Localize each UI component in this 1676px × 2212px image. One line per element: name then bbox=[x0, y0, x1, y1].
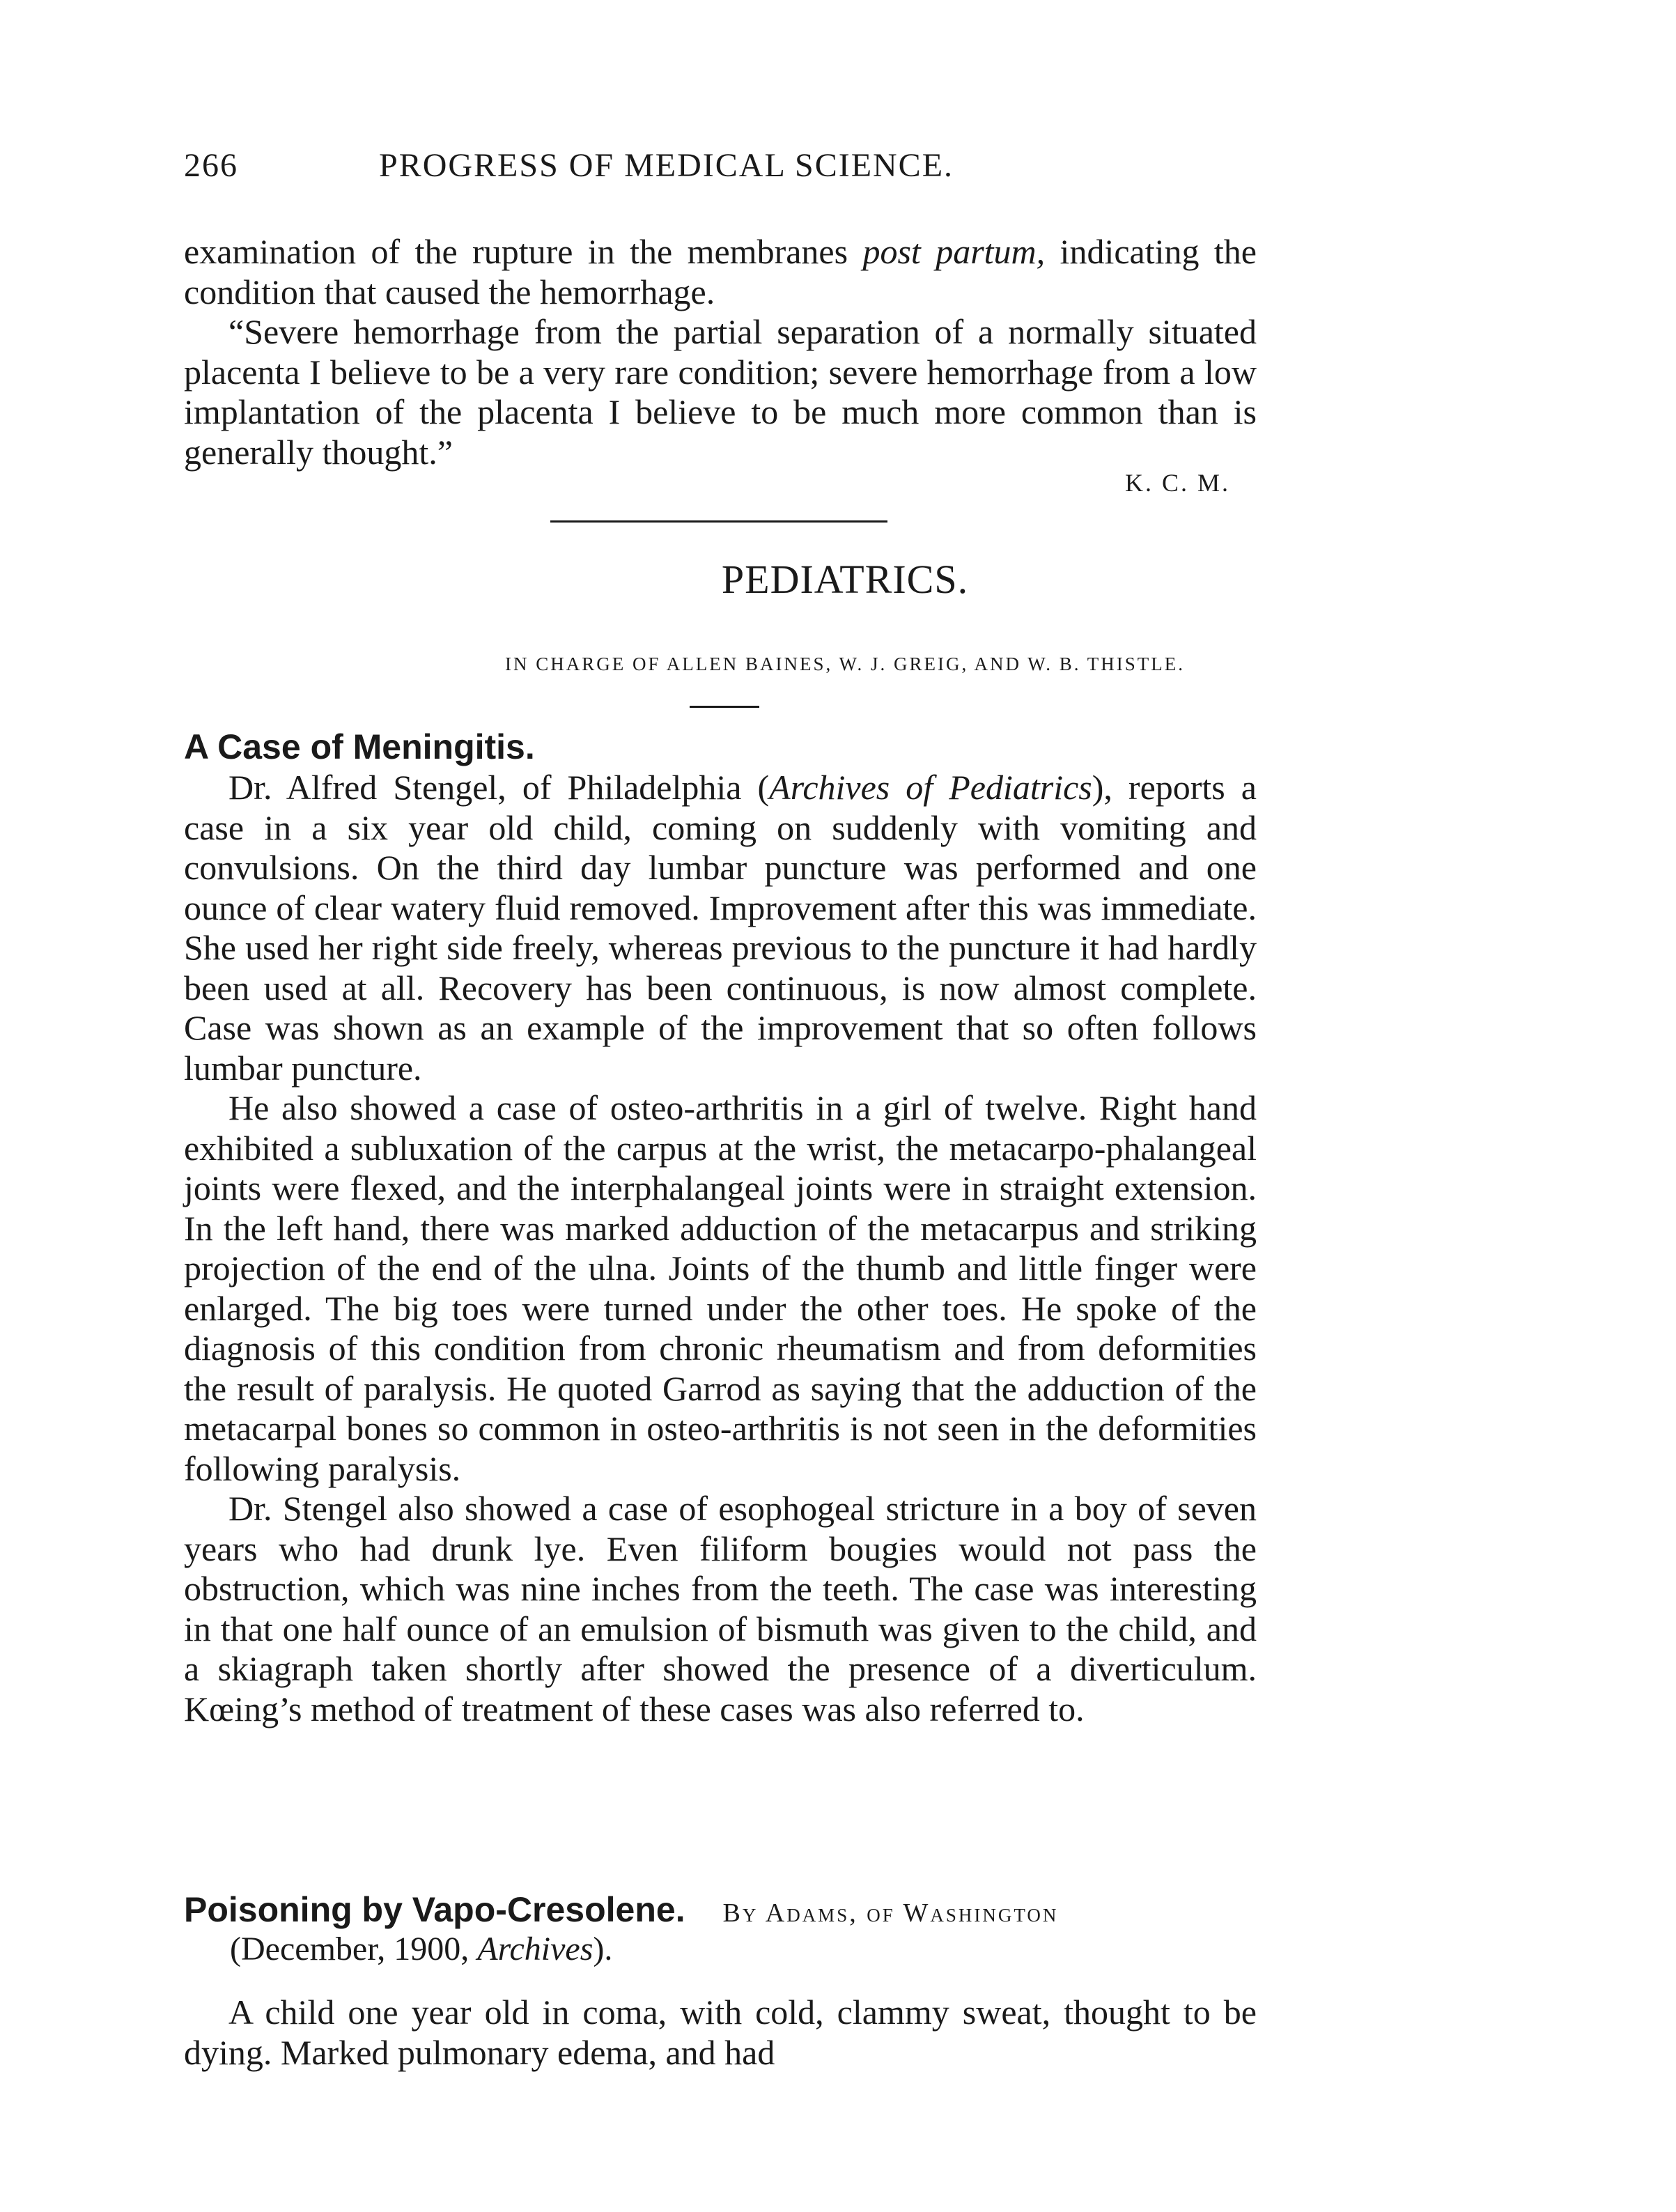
paragraph: Dr. Stengel also showed a case of esophogeal stricture in a boy of seven years who had drunk lye. Even filiform bougies would not pass the obstruction, which was nine inches from the teeth. The case was interesting in that one half ounce of an emulsion of bismuth was given to the child, and a skiagraph taken shortly after showed the presence of a diverticulum. Kœing’s method of treatment of these cases was also referred to. bbox=[184, 1489, 1257, 1728]
journal-title: Archives of Pediatrics bbox=[769, 768, 1092, 807]
section-editors bbox=[0, 653, 1676, 675]
short-divider bbox=[690, 706, 759, 708]
obstetrics-continuation bbox=[184, 232, 1257, 472]
section-title-text: PEDIATRICS. bbox=[721, 557, 969, 602]
meningitis-article bbox=[184, 768, 1257, 1729]
article-byline: By Adams, of Washington bbox=[722, 1898, 1059, 1928]
author-initials: K. C. M. bbox=[1124, 469, 1230, 497]
journal-title: Archives bbox=[477, 1931, 593, 1967]
text-run: ). bbox=[593, 1931, 613, 1967]
text-run: Dr. Alfred Stengel, of Philadelphia ( bbox=[228, 768, 770, 807]
quoted-paragraph: “Severe hemorrhage from the partial separation of a normally situated placenta I believe to be a very rare condition; severe hemorrhage from a low implantation of the placenta I believe to be much more common than is generally thought.” bbox=[184, 312, 1257, 472]
article-heading-vapo-cresolene bbox=[184, 1889, 1058, 1930]
text-run: ), reports a case in a six year old child, coming on suddenly with vomiting and convulsions. On the third day lumbar puncture was performed and one ounce of clear watery fluid removed. Improvement after this was immediate. She used her right side freely, whereas previous to the puncture it had hardly been used at all. Recovery has been continuous, is now almost complete. Case was shown as an example of the improvement that so often follows lumbar puncture. bbox=[184, 768, 1257, 1088]
paragraph: He also showed a case of osteo-arthritis in a girl of twelve. Right hand exhibited a subluxation of the carpus at the wrist, the metacarpo-phalangeal joints were flexed, and the interphalangeal joints were in straight extension. In the left hand, there was marked adduction of the metacarpus and striking projection of the end of the ulna. Joints of the thumb and little finger were enlarged. The big toes were turned under the other toes. He spoke of the diagnosis of this condition from chronic rheumatism and from deformities the result of paralysis. He quoted Garrod as saying that the adduction of the metacarpal bones so common in osteo-arthritis is not seen in the deformities following paralysis. bbox=[184, 1088, 1257, 1488]
vapo-cresolene-article bbox=[184, 1993, 1257, 2073]
running-title: PROGRESS OF MEDICAL SCIENCE. bbox=[379, 147, 954, 184]
section-title bbox=[0, 556, 1676, 603]
paragraph: A child one year old in coma, with cold, clammy sweat, thought to be dying. Marked pulmonary edema, and had bbox=[184, 1993, 1257, 2072]
article-citation bbox=[230, 1930, 612, 1968]
running-header bbox=[184, 146, 1271, 195]
text-run: (December, 1900, bbox=[230, 1931, 478, 1967]
article-title: Poisoning by Vapo-Cresolene. bbox=[184, 1890, 685, 1929]
paragraph bbox=[184, 768, 1257, 1088]
article-heading-meningitis: A Case of Meningitis. bbox=[184, 727, 535, 766]
section-editors-text: IN CHARGE OF ALLEN BAINES, W. J. GREIG, AND W. B. THISTLE. bbox=[504, 653, 1186, 674]
italic-term: post partum, bbox=[862, 232, 1046, 271]
page-number: 266 bbox=[184, 147, 238, 184]
paragraph bbox=[184, 232, 1257, 312]
text-run: examination of the rupture in the membranes bbox=[184, 232, 863, 271]
section-divider bbox=[550, 520, 887, 523]
text-run: indicating the condition that caused the hemorrhage. bbox=[184, 232, 1257, 311]
